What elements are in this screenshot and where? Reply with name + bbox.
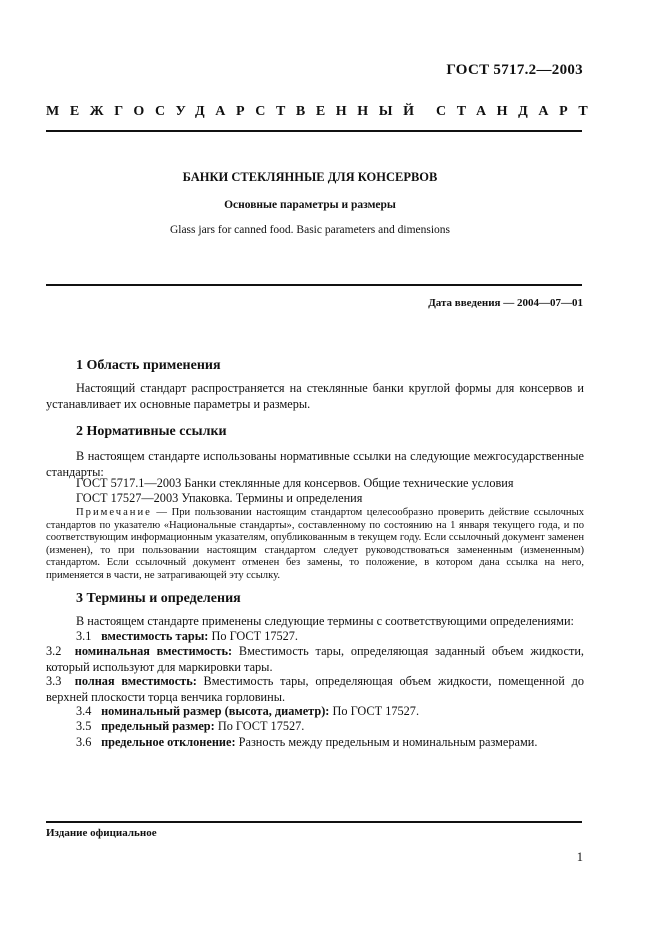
term-3-3 [46, 674, 584, 705]
standard-type-word-2: СТАНДАРТ [436, 104, 599, 119]
title-divider [46, 284, 582, 286]
section-2-heading: 2 Нормативные ссылки [76, 424, 227, 439]
term-number: 3.4 [76, 704, 92, 718]
term-name: полная вместимость: [74, 674, 197, 688]
document-subtitle: Основные параметры и размеры [224, 199, 396, 211]
section-1-text [46, 381, 584, 412]
section-1-text-content: Настоящий стандарт распространяется на стеклянные банки круглой формы для консервов и устанавливает их основные параметры и размеры. [46, 381, 584, 411]
term-number: 3.5 [76, 719, 92, 733]
term-definition: По ГОСТ 17527. [214, 719, 305, 733]
note-text: — При пользовании настоящим стандартом целесообразно проверить действие ссылочных стандартов по указателю «Национальные стандарты», составленному по состоянию на 1 января текущего года, и по соответствующим информационным указателям, опубликованным в текущем году. Если ссылочный документ заменен (изменен), то при пользовании настоящим стандартом следует руководствоваться замененным (измененным) стандартом. Если ссылочный документ отменен без замены, то положение, в котором дана ссылка на него, применяется в части, не затрагивающей эту ссылку. [46, 507, 584, 581]
document-title-english: Glass jars for canned food. Basic parameters and dimensions [169, 224, 451, 236]
official-edition-label: Издание официальное [46, 827, 157, 839]
term-name: номинальная вместимость: [74, 644, 233, 658]
section-3-text-content: В настоящем стандарте применены следующие термины с соответствующими определениями: [76, 614, 574, 628]
term-definition: Разность между предельным и номинальным размерами. [235, 735, 538, 749]
document-title: БАНКИ СТЕКЛЯННЫЕ ДЛЯ КОНСЕРВОВ [182, 170, 438, 184]
term-name: предельное отклонение: [101, 735, 236, 749]
term-definition: Вместимость тары, определяющая объем жидкости, помещенной до верхней плоскости торца венчика горловины. [46, 674, 585, 704]
term-name: вместимость тары: [101, 629, 209, 643]
term-3-5 [76, 719, 304, 735]
section-3-text [46, 614, 584, 630]
term-number: 3.2 [46, 644, 62, 658]
term-name: предельный размер: [101, 719, 215, 733]
term-definition: Вместимость тары, определяющая заданный объем жидкости, который используют для маркировки тары. [46, 644, 584, 674]
document-number: ГОСТ 5717.2—2003 [446, 62, 583, 78]
term-number: 3.3 [46, 674, 62, 688]
term-3-2 [46, 644, 584, 675]
footer-divider [46, 821, 582, 823]
term-name: номинальный размер (высота, диаметр): [101, 704, 330, 718]
section-3-heading: 3 Термины и определения [76, 591, 241, 606]
note-block [46, 507, 584, 583]
term-definition: По ГОСТ 17527. [329, 704, 420, 718]
top-divider [46, 130, 582, 132]
standard-type-banner [46, 104, 599, 120]
normative-reference-1: ГОСТ 5717.1—2003 Банки стеклянные для консервов. Общие технические условия [76, 476, 514, 490]
term-3-6 [76, 735, 537, 751]
standard-type-word-1: МЕЖГОСУДАРСТВЕННЫЙ [46, 104, 425, 119]
section-2-text-content: В настоящем стандарте использованы нормативные ссылки на следующие межгосударственные стандарты: [46, 449, 584, 479]
normative-reference-2: ГОСТ 17527—2003 Упаковка. Термины и определения [76, 491, 363, 505]
introduction-date: Дата введения — 2004—07—01 [428, 297, 583, 309]
section-1-heading: 1 Область применения [76, 358, 221, 373]
page-number: 1 [576, 850, 583, 864]
note-label: Примечание [76, 507, 152, 518]
term-number: 3.1 [76, 629, 92, 643]
term-definition: По ГОСТ 17527. [208, 629, 299, 643]
term-3-4 [76, 704, 419, 720]
term-3-1 [76, 629, 298, 645]
term-number: 3.6 [76, 735, 92, 749]
